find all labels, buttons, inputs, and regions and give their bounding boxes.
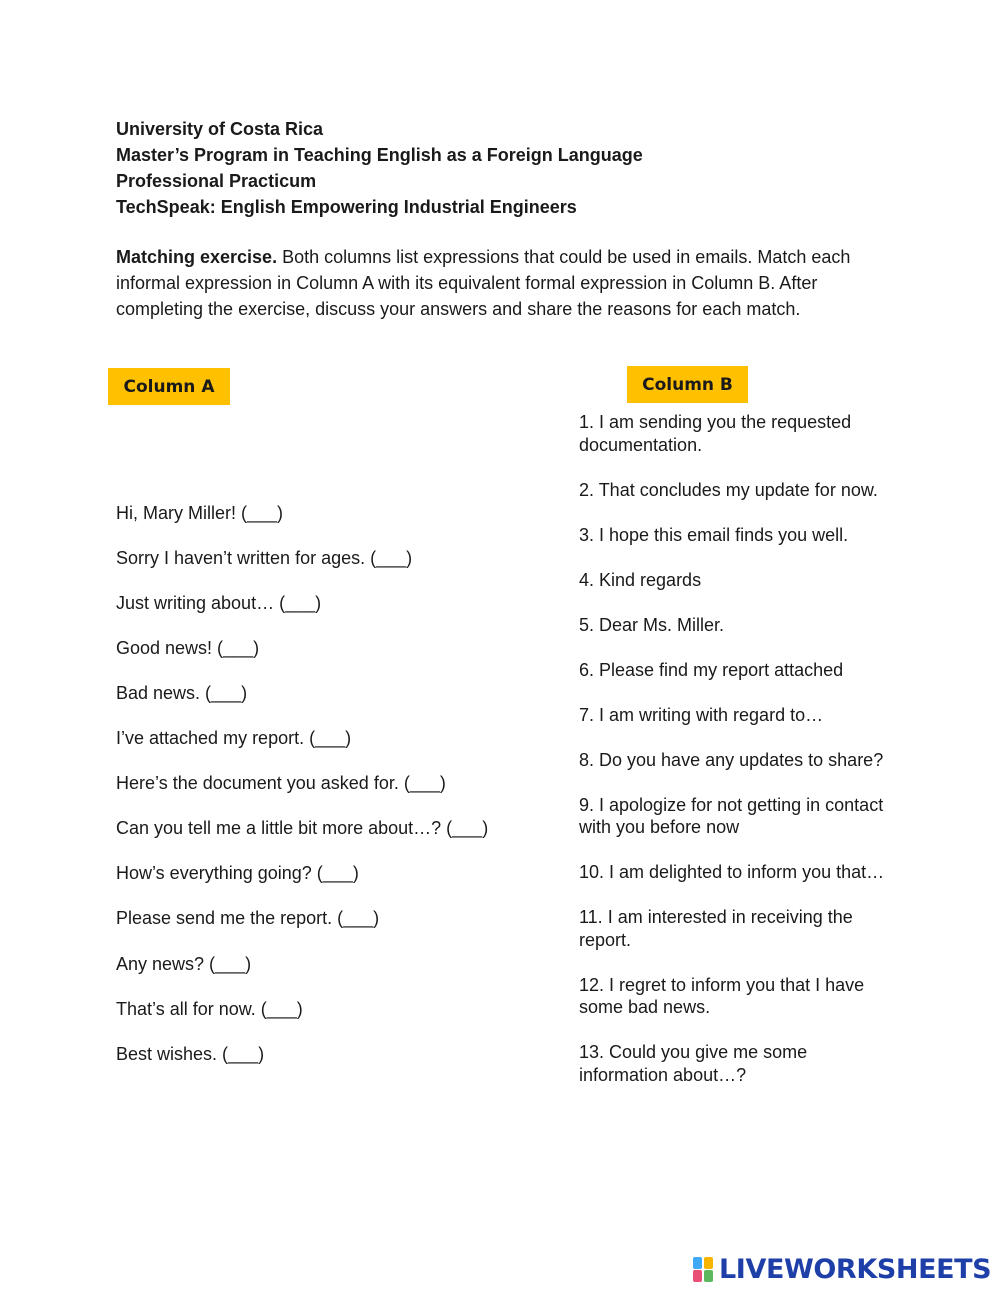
instructions: [116, 244, 886, 322]
column-b-item: 5. Dear Ms. Miller.: [579, 614, 725, 635]
program-name: Master’s Program in Teaching English as a Foreign Language: [116, 145, 643, 165]
column-b-item: 7. I am writing with regard to…: [579, 704, 824, 725]
column-b-item: 4. Kind regards: [579, 569, 702, 590]
instructions-title: Matching exercise.: [116, 247, 278, 267]
column-b-item: 13. Could you give me some information about…?: [579, 1042, 808, 1085]
column-b-item: 11. I am interested in receiving the report.: [579, 907, 853, 950]
column-b-item: 8. Do you have any updates to share?: [579, 749, 884, 770]
liveworksheets-logo[interactable]: [693, 1252, 991, 1286]
column-a-item[interactable]: Can you tell me a little bit more about…? (___): [116, 818, 489, 838]
column-b-list: [579, 411, 889, 1109]
column-a-heading: Column A: [108, 368, 230, 405]
column-a-item[interactable]: How’s everything going? (___): [116, 863, 359, 883]
instructions-body: Both columns list expressions that could be used in emails. Match each informal expression in Column A with its equivalent formal expression in Column B. After completing the exercise, discuss your answers and share the reasons for each match.: [116, 247, 851, 319]
column-b-item: 12. I regret to inform you that I have some bad news.: [579, 974, 865, 1017]
logo-blocks-icon: [693, 1255, 715, 1283]
column-a-item[interactable]: Bad news. (___): [116, 683, 248, 703]
column-b-item: 9. I apologize for not getting in contact with you before now: [579, 794, 884, 837]
logo-text: LIVEWORKSHEETS: [719, 1253, 992, 1285]
column-a-item[interactable]: Best wishes. (___): [116, 1044, 265, 1064]
column-b-item: 1. I am sending you the requested documentation.: [579, 412, 852, 455]
column-a-item[interactable]: Here’s the document you asked for. (___): [116, 773, 446, 793]
column-b-item: 3. I hope this email finds you well.: [579, 524, 849, 545]
column-b-item: 6. Please find my report attached: [579, 659, 844, 680]
university-name: University of Costa Rica: [116, 119, 324, 139]
column-a-item[interactable]: That’s all for now. (___): [116, 999, 303, 1019]
course-name: Professional Practicum: [116, 171, 317, 191]
column-b-item: 10. I am delighted to inform you that…: [579, 862, 885, 882]
column-a-item[interactable]: Hi, Mary Miller! (___): [116, 503, 284, 523]
column-a-item[interactable]: I’ve attached my report. (___): [116, 728, 352, 748]
column-a-item[interactable]: Good news! (___): [116, 638, 260, 658]
project-title: TechSpeak: English Empowering Industrial Engineers: [116, 197, 577, 217]
column-a-item[interactable]: Sorry I haven’t written for ages. (___): [116, 548, 413, 568]
column-b-item: 2. That concludes my update for now.: [579, 479, 878, 500]
document-header: [116, 116, 643, 220]
column-a-item[interactable]: Any news? (___): [116, 954, 252, 974]
column-a-item[interactable]: Please send me the report. (___): [116, 908, 380, 928]
column-a-item[interactable]: Just writing about… (___): [116, 593, 322, 613]
column-b-heading: Column B: [627, 366, 748, 403]
